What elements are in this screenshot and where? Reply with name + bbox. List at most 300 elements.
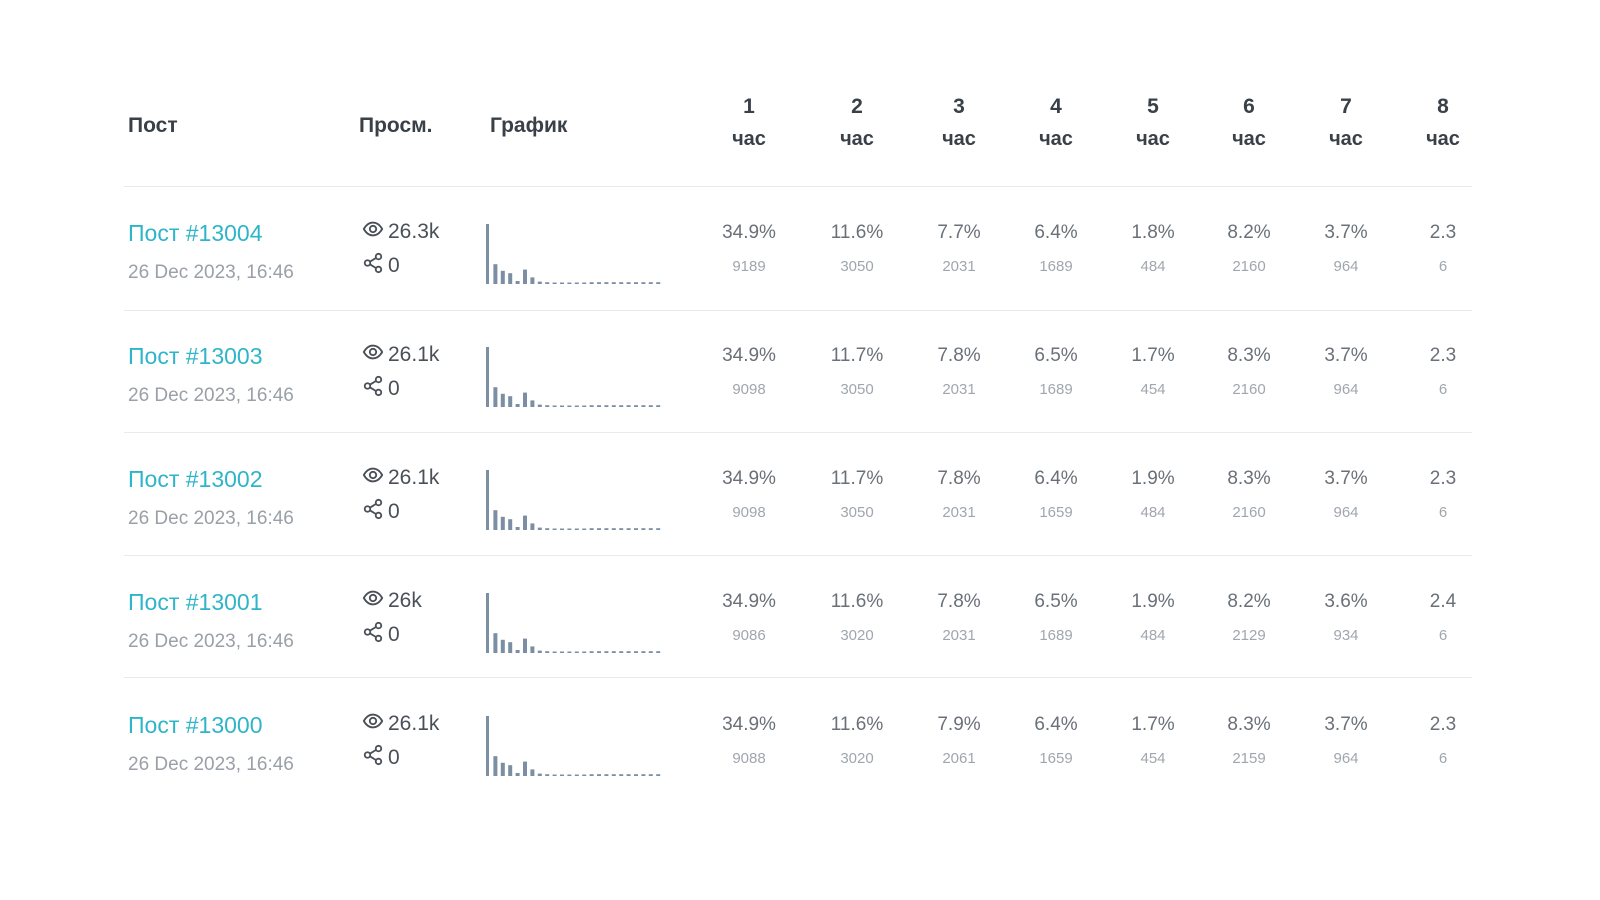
sparkline-bar [567,529,571,531]
sparkline-bar [508,273,512,284]
hour-cell [1398,220,1472,277]
hour-percent: 3.7% [1324,468,1368,489]
hour-count: 2129 [1232,627,1266,644]
sparkline-bar [604,282,608,284]
sparkline-bar [641,651,645,653]
header-hour-3[interactable] [914,92,1004,156]
hour-count: 6 [1438,381,1448,398]
hour-percent: 1.8% [1131,222,1175,243]
sparkline-bar [627,405,631,407]
header-hour-6[interactable] [1204,92,1294,156]
sparkline-bar [597,528,601,530]
hour-count: 2159 [1232,750,1266,767]
sparkline-bar [523,516,527,530]
sparkline-bar [560,652,564,654]
sparkline-bar [530,523,534,530]
sparkline-bar [634,528,638,530]
sparkline-bar [619,528,623,530]
sparkline-bar [597,282,601,284]
hour-cell [1011,589,1101,646]
sparkline-bar [553,652,557,654]
sparkline-bar [486,347,489,407]
sparkline-bar [567,406,571,408]
hour-number: 6 [1243,95,1255,118]
eye-icon [362,710,384,738]
hour-percent: 3.7% [1324,714,1368,735]
sparkline-bar [627,282,631,284]
sparkline-bar [545,774,549,776]
sparkline-bar [590,528,594,530]
hour-cell [914,712,1004,769]
sparkline-bar [627,528,631,530]
hour-cell [1398,466,1472,523]
sparkline-bar [575,652,579,654]
views-sparkline[interactable] [486,591,670,655]
sparkline-bar [493,510,497,530]
hour-cell [1301,466,1391,523]
views-count [362,218,439,246]
hour-count: 454 [1140,750,1166,767]
sparkline-bar [560,406,564,408]
sparkline-bar [575,775,579,777]
hour-percent: 11.7% [830,468,884,489]
sparkline-bar [508,642,512,653]
hour-percent: 8.2% [1227,591,1271,612]
views-sparkline[interactable] [486,714,670,778]
hour-unit: час [840,128,874,150]
sparkline-bar [649,774,653,776]
sparkline-bar [619,405,623,407]
hour-cell [914,589,1004,646]
row-divider [124,310,1472,311]
hour-cell [1204,466,1294,523]
sparkline-bar [627,774,631,776]
sparkline-bar [545,651,549,653]
table-header [124,80,1472,190]
sparkline-bar [619,651,623,653]
hour-percent: 1.9% [1131,468,1175,489]
sparkline-bar [582,652,586,654]
views-sparkline[interactable] [486,345,670,409]
hour-cell [1011,466,1101,523]
hour-count: 2031 [942,381,976,398]
hour-cell [812,589,902,646]
hour-count: 964 [1333,504,1359,521]
sparkline-bar [553,283,557,285]
hour-cell [1204,220,1294,277]
hour-percent: 34.9% [722,468,776,489]
sparkline-bar [493,756,497,776]
sparkline-bar [486,224,489,284]
sparkline-bar [493,633,497,653]
sparkline-bar [656,774,660,776]
sparkline-bar [656,282,660,284]
hour-count: 3020 [840,627,874,644]
sparkline-bar [538,405,542,407]
views-count [362,587,422,615]
hour-unit: час [942,128,976,150]
hour-percent: 34.9% [722,591,776,612]
hour-cell [1204,343,1294,400]
hour-cell [1301,220,1391,277]
row-divider [124,555,1472,556]
shares-value: 0 [388,623,400,646]
sparkline-bar [590,282,594,284]
sparkline-bar [530,400,534,407]
sparkline-bar [516,281,520,284]
hour-count: 9098 [732,504,766,521]
header-hour-4[interactable] [1011,92,1101,156]
views-count [362,710,439,738]
sparkline-bar [530,646,534,653]
hour-count: 9086 [732,627,766,644]
sparkline-bar [545,528,549,530]
hour-cell [812,466,902,523]
sparkline-bar [516,404,520,407]
sparkline-bar [553,406,557,408]
eye-icon [362,587,384,615]
hour-percent: 2.3 [1429,714,1457,735]
post-date: 26 Dec 2023, 16:46 [128,754,294,775]
views-value: 26k [388,589,422,612]
hour-percent: 2.3 [1429,222,1457,243]
header-post[interactable]: Пост [128,114,178,137]
views-count [362,464,439,492]
post-date: 26 Dec 2023, 16:46 [128,631,294,652]
sparkline-bar [501,394,505,407]
post-link[interactable]: Пост #13000 [128,712,263,738]
hour-percent: 34.9% [722,345,776,366]
sparkline-bar [567,283,571,285]
sparkline-bar [501,271,505,284]
hour-count: 2061 [942,750,976,767]
sparkline-bar [612,405,616,407]
hour-percent: 3.7% [1324,222,1368,243]
hour-percent: 7.8% [937,591,981,612]
hour-percent: 34.9% [722,222,776,243]
sparkline-bar [538,651,542,653]
hour-percent: 6.4% [1034,222,1078,243]
sparkline-bar [567,775,571,777]
hour-cell [1301,589,1391,646]
hour-cell [1398,589,1472,646]
views-value: 26.3k [388,220,440,243]
sparkline-bar [575,283,579,285]
hour-count: 3050 [840,381,874,398]
hour-percent: 7.9% [937,714,981,735]
sparkline-bar [604,405,608,407]
sparkline-bar [530,277,534,284]
hour-count: 1659 [1039,750,1073,767]
sparkline-bar [538,528,542,530]
sparkline-bar [523,639,527,653]
hour-percent: 8.3% [1227,468,1271,489]
hour-count: 9098 [732,381,766,398]
sparkline-bar [553,775,557,777]
hour-percent: 7.8% [937,468,981,489]
views-sparkline[interactable] [486,468,670,532]
hour-number: 8 [1437,95,1449,118]
hour-percent: 6.5% [1034,345,1078,366]
header-chart: График [490,114,568,137]
table-row [124,436,1472,560]
post-link[interactable]: Пост #13001 [128,589,263,615]
sparkline-bar [627,651,631,653]
sparkline-bar [634,405,638,407]
hour-count: 6 [1438,750,1448,767]
hour-count: 964 [1333,381,1359,398]
share-icon [362,252,384,280]
hour-percent: 8.3% [1227,345,1271,366]
sparkline-bar [641,528,645,530]
sparkline-bar [590,774,594,776]
hour-cell [704,343,794,400]
hour-percent: 1.7% [1131,345,1175,366]
hour-cell [1108,712,1198,769]
views-sparkline[interactable] [486,222,670,286]
sparkline-bar [501,763,505,776]
shares-count [362,252,400,280]
hour-cell [914,466,1004,523]
sparkline-bar [641,282,645,284]
sparkline-bar [545,282,549,284]
hour-percent: 6.4% [1034,714,1078,735]
hour-count: 484 [1140,627,1166,644]
hour-percent: 7.8% [937,345,981,366]
sparkline-bar [516,650,520,653]
hour-unit: час [732,128,766,150]
hour-cell [914,343,1004,400]
post-date: 26 Dec 2023, 16:46 [128,385,294,406]
sparkline-bar [508,765,512,776]
hour-cell [812,220,902,277]
post-link[interactable]: Пост #13003 [128,343,263,369]
hour-percent: 2.3 [1429,345,1457,366]
hour-count: 2031 [942,504,976,521]
hour-count: 6 [1438,627,1448,644]
sparkline-bar [582,283,586,285]
hour-percent: 34.9% [722,714,776,735]
header-hour-5[interactable] [1108,92,1198,156]
sparkline-bar [538,282,542,284]
hour-unit: час [1329,128,1363,150]
hour-number: 2 [851,95,863,118]
sparkline-bar [612,528,616,530]
hour-cell [1301,343,1391,400]
hour-count: 3020 [840,750,874,767]
posts-table [124,80,1472,810]
hour-cell [1301,712,1391,769]
hour-count: 484 [1140,258,1166,275]
hour-count: 964 [1333,258,1359,275]
sparkline-bar [523,762,527,776]
hour-cell [1011,712,1101,769]
sparkline-bar [486,593,489,653]
shares-count [362,498,400,526]
sparkline-bar [634,282,638,284]
hour-count: 2160 [1232,504,1266,521]
hour-cell [1398,343,1472,400]
views-count [362,341,439,369]
hour-percent: 2.4 [1429,591,1457,612]
hour-percent: 8.2% [1227,222,1271,243]
sparkline-bar [508,519,512,530]
shares-value: 0 [388,377,400,400]
sparkline-bar [493,264,497,284]
post-date: 26 Dec 2023, 16:46 [128,508,294,529]
hour-cell [1011,343,1101,400]
hour-count: 2160 [1232,381,1266,398]
header-hour-8[interactable] [1398,92,1472,156]
hour-cell [812,343,902,400]
hour-percent: 3.6% [1324,591,1368,612]
post-date: 26 Dec 2023, 16:46 [128,262,294,283]
shares-count [362,621,400,649]
hour-percent: 11.6% [830,714,884,735]
sparkline-bar [530,769,534,776]
post-link[interactable]: Пост #13004 [128,220,263,246]
sparkline-bar [582,775,586,777]
sparkline-bar [575,529,579,531]
hour-count: 2031 [942,258,976,275]
views-value: 26.1k [388,466,440,489]
sparkline-bar [634,774,638,776]
header-hour-2[interactable] [812,92,902,156]
shares-count [362,375,400,403]
sparkline-bar [523,270,527,284]
hour-number: 1 [743,95,755,118]
hour-count: 1689 [1039,381,1073,398]
table-row [124,190,1472,314]
sparkline-bar [619,774,623,776]
sparkline-bar [590,405,594,407]
sparkline-bar [545,405,549,407]
hour-count: 1689 [1039,627,1073,644]
hour-cell [704,220,794,277]
sparkline-bar [582,406,586,408]
sparkline-bar [641,774,645,776]
hour-cell [1204,712,1294,769]
hour-count: 3050 [840,504,874,521]
hour-cell [1398,712,1472,769]
sparkline-bar [641,405,645,407]
hour-percent: 3.7% [1324,345,1368,366]
shares-value: 0 [388,500,400,523]
shares-value: 0 [388,254,400,277]
hour-number: 4 [1050,95,1062,118]
sparkline-bar [538,774,542,776]
sparkline-bar [590,651,594,653]
sparkline-bar [560,283,564,285]
shares-value: 0 [388,746,400,769]
table-row [124,313,1472,437]
row-divider [124,432,1472,433]
hour-count: 6 [1438,504,1448,521]
views-value: 26.1k [388,343,440,366]
hour-count: 2160 [1232,258,1266,275]
share-icon [362,744,384,772]
hour-cell [1108,589,1198,646]
hour-percent: 8.3% [1227,714,1271,735]
row-divider [124,677,1472,678]
hour-percent: 6.4% [1034,468,1078,489]
sparkline-bar [516,527,520,530]
share-icon [362,498,384,526]
eye-icon [362,218,384,246]
share-icon [362,621,384,649]
sparkline-bar [567,652,571,654]
hour-unit: час [1136,128,1170,150]
sparkline-bar [575,406,579,408]
sparkline-bar [612,282,616,284]
hour-cell [1108,466,1198,523]
hour-percent: 11.6% [830,222,884,243]
sparkline-bar [597,651,601,653]
sparkline-bar [493,387,497,407]
sparkline-bar [582,529,586,531]
hour-count: 3050 [840,258,874,275]
sparkline-bar [553,529,557,531]
header-hour-1[interactable] [704,92,794,156]
sparkline-bar [486,716,489,776]
hour-count: 934 [1333,627,1359,644]
hour-count: 484 [1140,504,1166,521]
hour-number: 7 [1340,95,1352,118]
eye-icon [362,341,384,369]
header-hour-7[interactable] [1301,92,1391,156]
hour-cell [1108,220,1198,277]
hour-cell [704,712,794,769]
hour-cell [1108,343,1198,400]
hour-count: 9088 [732,750,766,767]
sparkline-bar [634,651,638,653]
hour-cell [704,466,794,523]
sparkline-bar [560,529,564,531]
sparkline-bar [612,651,616,653]
table-row [124,682,1472,806]
eye-icon [362,464,384,492]
hour-unit: час [1039,128,1073,150]
sparkline-bar [560,775,564,777]
hour-cell [704,589,794,646]
row-divider [124,186,1472,187]
hour-count: 1659 [1039,504,1073,521]
sparkline-bar [656,528,660,530]
hour-percent: 11.7% [830,345,884,366]
shares-count [362,744,400,772]
table-row [124,559,1472,683]
sparkline-bar [649,282,653,284]
hour-count: 454 [1140,381,1166,398]
hour-cell [812,712,902,769]
hour-cell [1011,220,1101,277]
sparkline-bar [604,528,608,530]
sparkline-bar [649,405,653,407]
header-views[interactable]: Просм. [359,114,433,137]
hour-cell [1204,589,1294,646]
sparkline-bar [656,405,660,407]
sparkline-bar [523,393,527,407]
sparkline-bar [597,405,601,407]
sparkline-bar [486,470,489,530]
sparkline-bar [656,651,660,653]
hour-count: 2031 [942,627,976,644]
hour-percent: 6.5% [1034,591,1078,612]
share-icon [362,375,384,403]
sparkline-bar [612,774,616,776]
hour-count: 964 [1333,750,1359,767]
post-link[interactable]: Пост #13002 [128,466,263,492]
